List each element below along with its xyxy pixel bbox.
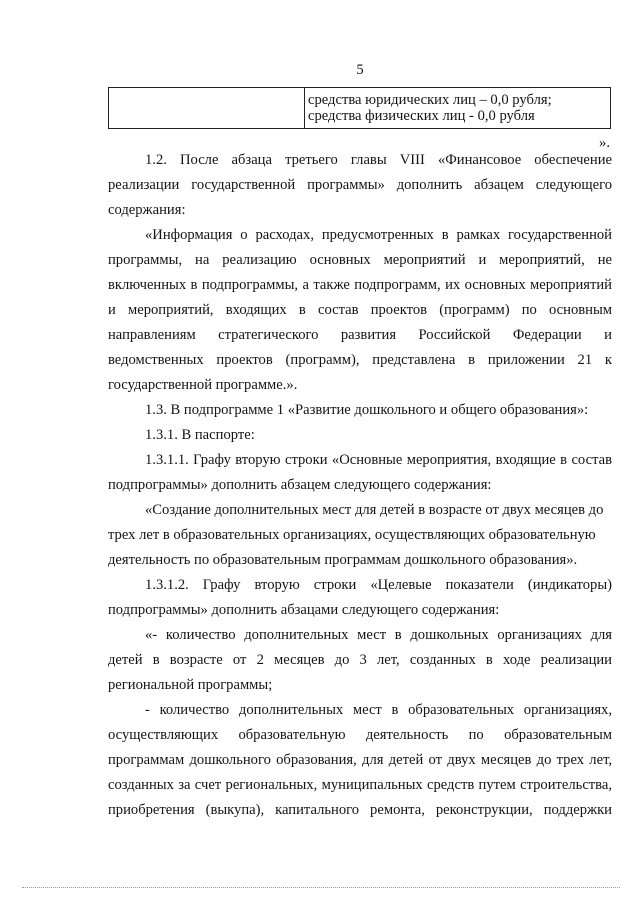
text-line: региональной программы; <box>108 677 273 693</box>
text-line: приобретения (выкупа), капитального ремонта, реконструкции, поддержки <box>108 802 612 818</box>
text-line: «- количество дополнительных мест в дошкольных организациях для <box>145 627 612 643</box>
text-line: трех лет в образовательных организациях, осуществляющих образовательную <box>108 527 596 543</box>
document-body <box>108 148 612 823</box>
paragraph-new-places <box>108 498 612 573</box>
scan-edge-line <box>22 887 620 888</box>
text-line: 1.3. В подпрограмме 1 «Развитие дошкольного и общего образования»: <box>145 402 589 418</box>
text-line: детей в возрасте от 2 месяцев до 3 лет, созданных в ходе реализации <box>108 652 612 668</box>
paragraph-1-3-1-1 <box>108 448 612 498</box>
table-cell-empty <box>109 88 305 128</box>
paragraph-indicator-educational <box>108 698 612 823</box>
text-line: подпрограммы» дополнить абзацем следующего содержания: <box>108 477 492 493</box>
text-line: ведомственных проектов (программ), представлена в приложении 21 к <box>108 352 612 368</box>
funding-line-individuals: средства физических лиц - 0,0 рубля <box>308 107 535 124</box>
paragraph-indicator-preschool <box>108 623 612 698</box>
paragraph-1-3-1 <box>108 423 612 448</box>
text-line: «Создание дополнительных мест для детей в возрасте от двух месяцев до <box>145 502 604 518</box>
text-line: содержания: <box>108 202 186 218</box>
text-line: созданных за счет региональных, муниципальных средств путем строительства, <box>108 777 612 793</box>
paragraph-1-2 <box>108 148 612 223</box>
text-line: направлениям стратегического развития Российской Федерации и <box>108 327 612 343</box>
text-line: 1.3.1.2. Графу вторую строки «Целевые показатели (индикаторы) <box>145 577 612 593</box>
text-line: реализации государственной программы» дополнить абзацем следующего <box>108 177 612 193</box>
text-line: и мероприятий, входящих в состав проектов (программ) по основным <box>108 302 612 318</box>
financing-table <box>108 87 611 129</box>
text-line: осуществляющих образовательную деятельность по образовательным <box>108 727 612 743</box>
text-line: 1.2. После абзаца третьего главы VIII «Финансовое обеспечение <box>145 152 612 168</box>
text-line: государственной программе.». <box>108 377 298 393</box>
text-line: деятельность по образовательным программам дошкольного образования». <box>108 552 578 568</box>
text-line: программам дошкольного образования, для детей от двух месяцев до трех лет, <box>108 752 612 768</box>
page-number: 5 <box>356 62 364 78</box>
text-line: 1.3.1.1. Графу вторую строки «Основные мероприятия, входящие в состав <box>145 452 612 468</box>
text-line: программы, на реализацию основных мероприятий и мероприятий, не <box>108 252 612 268</box>
text-line: 1.3.1. В паспорте: <box>145 427 255 443</box>
funding-line-legal-entities: средства юридических лиц – 0,0 рубля; <box>308 92 552 108</box>
text-line: «Информация о расходах, предусмотренных в рамках государственной <box>145 227 612 243</box>
paragraph-1-3 <box>108 398 612 423</box>
paragraph-expenditure-info <box>108 223 612 398</box>
text-line: включенных в подпрограммы, а также подпрограмм, их основных мероприятий <box>108 277 612 293</box>
text-line: - количество дополнительных мест в образовательных организациях, <box>145 702 612 718</box>
text-line: подпрограммы» дополнить абзацами следующего содержания: <box>108 602 500 618</box>
table-cell-funding <box>305 88 610 128</box>
paragraph-1-3-1-2 <box>108 573 612 623</box>
closing-quote-mark: ». <box>599 135 610 151</box>
